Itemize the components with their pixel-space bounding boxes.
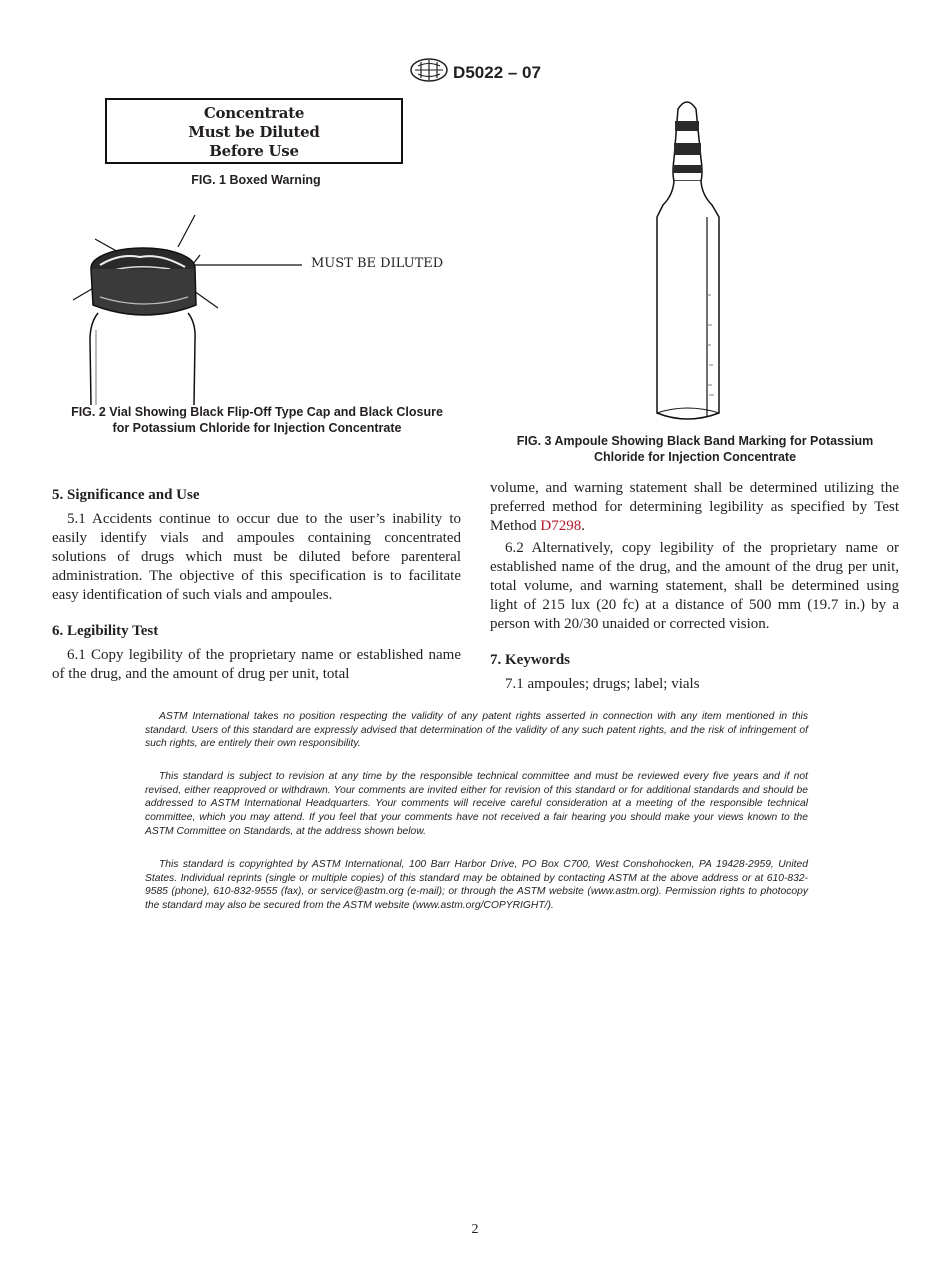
- patent-note-text: ASTM International takes no position respecting the validity of any patent rights asserted in connection with any item mentioned in this standard. Users of this standard are expressly advised that determination of the validity of any such patent rights, and the risk of infringement of such rights, are entirely their own responsibility.: [145, 711, 808, 750]
- fig2-caption-line: FIG. 2 Vial Showing Black Flip-Off Type Cap and Black Closure: [71, 405, 443, 419]
- fig2-caption: [52, 404, 462, 436]
- revision-note-text: This standard is subject to revision at any time by the responsible technical committee and must be reviewed every five years and if not revised, either reapproved or withdrawn. Your comments are invited either for revision of this standard or for additional standards and should be addressed to ASTM International Headquarters. Your comments will receive careful consideration at a meeting of the responsible technical committee, which you may attend. If you feel that your comments have not received a fair hearing you should make your views known to the ASTM Committee on Standards, at the address shown below.: [145, 771, 808, 837]
- fig3-caption: [490, 433, 900, 465]
- revision-note: [145, 770, 808, 839]
- section6-paragraph-left: 6.1 Copy legibility of the proprietary name or established name of the drug, and the amount of drug per unit, total: [52, 647, 461, 682]
- page-number: 2: [471, 1222, 479, 1237]
- period: .: [581, 518, 586, 534]
- section6-paragraph-2: 6.2 Alternatively, copy legibility of the proprietary name or established name of the drug, and the amount of the drug per unit, total volume, and warning statement, shall be determined using light of 215 lux (20 fc) at a distance of 500 mm (19.7 in.) by a person with 20/30 unaided or corrected vision.: [490, 540, 899, 632]
- boxed-warning: [105, 98, 403, 164]
- section6-paragraph-right: [490, 479, 899, 536]
- section7-paragraph: 7.1 ampoules; drugs; label; vials: [505, 676, 700, 692]
- section7-heading: 7. Keywords: [490, 652, 570, 668]
- warning-line: Concentrate: [203, 104, 305, 122]
- astm-logo-icon: [409, 58, 449, 87]
- section5-heading: 5. Significance and Use: [52, 487, 200, 503]
- left-column: [52, 487, 461, 684]
- copyright-note-text: This standard is copyrighted by ASTM International, 100 Barr Harbor Drive, PO Box C700, West Conshohocken, PA 19428-2959, United States. Individual reprints (single or multiple copies) of this standard may be obtained by contacting ASTM at the above address or at 610-832-9585 (phone), 610-832-9555 (fax), or service@astm.org (e-mail); or through the ASTM website (www.astm.org). Permission rights to photocopy the standard may also be secured from the ASTM website (www.astm.org/COPYRIGHT/).: [145, 859, 808, 912]
- document-id: D5022 – 07: [453, 62, 541, 82]
- patent-note: [145, 710, 808, 751]
- section6-heading: 6. Legibility Test: [52, 623, 159, 639]
- fig2-caption-line: for Potassium Chloride for Injection Concentrate: [112, 421, 402, 435]
- section6-paragraph-right-text: volume, and warning statement shall be determined utilizing the preferred method for determining legibility as specified by Test Method: [490, 480, 899, 534]
- vial-illustration: [60, 205, 460, 405]
- warning-line: Before Use: [209, 142, 299, 160]
- warning-line: Must be Diluted: [188, 123, 320, 141]
- must-be-diluted-label: MUST BE DILUTED: [311, 256, 444, 271]
- fig3-caption-line: Chloride for Injection Concentrate: [593, 450, 797, 464]
- section5-paragraph: 5.1 Accidents continue to occur due to the user’s inability to easily identify vials and ampoules containing concentrated solutions of drugs which must be diluted before parenteral administration. The objective of this specification is to facilitate easy identification of such vials and ampoules.: [52, 511, 461, 603]
- right-column: [490, 479, 899, 694]
- copyright-note: [145, 858, 808, 913]
- ampoule-illustration: [645, 95, 735, 427]
- fig1-caption: FIG. 1 Boxed Warning: [191, 173, 321, 187]
- d7298-link[interactable]: D7298: [540, 518, 582, 534]
- page-header: [0, 58, 950, 87]
- fig3-caption-line: FIG. 3 Ampoule Showing Black Band Marking for Potassium: [516, 434, 874, 448]
